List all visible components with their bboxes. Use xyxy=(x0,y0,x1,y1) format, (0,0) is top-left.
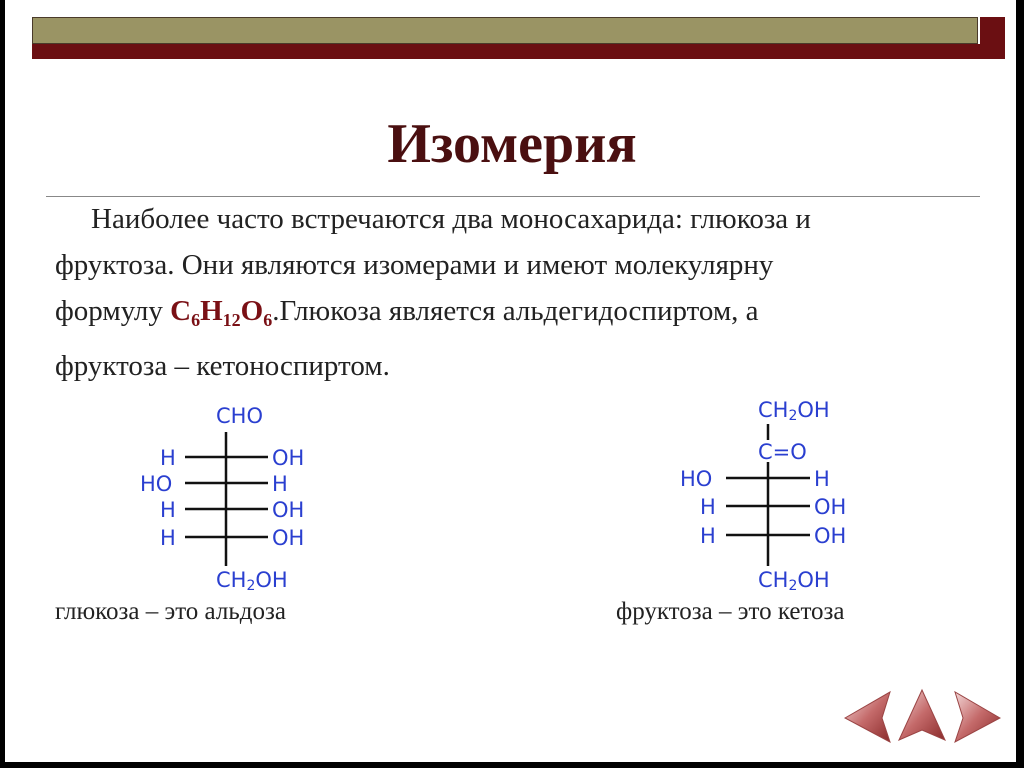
fructose-row-1-left: HO xyxy=(680,467,713,491)
body-line-2: фруктоза. Они являются изомерами и имеют молекулярну xyxy=(55,249,774,281)
formula-c-sub: 6 xyxy=(191,310,201,330)
body-line-3-post: .Глюкоза является альдегидоспиртом, а xyxy=(272,295,759,327)
glucose-row-4-left: H xyxy=(160,526,176,550)
glucose-row-1-right: OH xyxy=(272,446,305,470)
fructose-row-2-left: H xyxy=(700,495,716,519)
glucose-top-group: CHO xyxy=(216,404,263,428)
glucose-row-4-right: OH xyxy=(272,526,305,550)
body-line-3-pre: формулу xyxy=(55,295,171,327)
slide-navigation xyxy=(840,686,1010,746)
formula-o-sub: 6 xyxy=(263,310,273,330)
fructose-bottom-group: $CH_2OH$ xyxy=(758,568,830,594)
fructose-row-3-right: OH xyxy=(814,524,847,548)
body-line-1: Наиболее часто встречаются два моносахарида: глюкоза и xyxy=(91,203,811,235)
fructose-caption: фруктоза – это кетоза xyxy=(616,598,845,625)
glucose-row-2-right: H xyxy=(272,472,288,496)
arrow-up-icon[interactable] xyxy=(899,690,945,740)
glucose-bottom-group: $CH_2OH$ xyxy=(216,568,288,594)
arrow-left-icon[interactable] xyxy=(845,692,890,742)
formula-c: С xyxy=(170,295,192,327)
fructose-row-2-right: OH xyxy=(814,495,847,519)
formula-h-sub: 12 xyxy=(222,310,241,330)
body-line-4: фруктоза – кетоноспиртом. xyxy=(55,350,390,382)
glucose-row-3-right: OH xyxy=(272,498,305,522)
fructose-top-group: $CH_2OH$ xyxy=(758,398,830,424)
glucose-row-3-left: H xyxy=(160,498,176,522)
formula-h: Н xyxy=(200,295,223,327)
slide-title: Изомерия xyxy=(387,113,637,175)
glucose-row-2-left: HO xyxy=(140,472,173,496)
glucose-caption: глюкоза – это альдоза xyxy=(55,598,286,625)
glucose-row-1-left: H xyxy=(160,446,176,470)
formula-o: О xyxy=(240,295,264,327)
fructose-row-1-right: H xyxy=(814,467,830,491)
fructose-keto-group: C=O xyxy=(758,440,807,464)
fructose-row-3-left: H xyxy=(700,524,716,548)
arrow-right-icon[interactable] xyxy=(955,692,1000,742)
